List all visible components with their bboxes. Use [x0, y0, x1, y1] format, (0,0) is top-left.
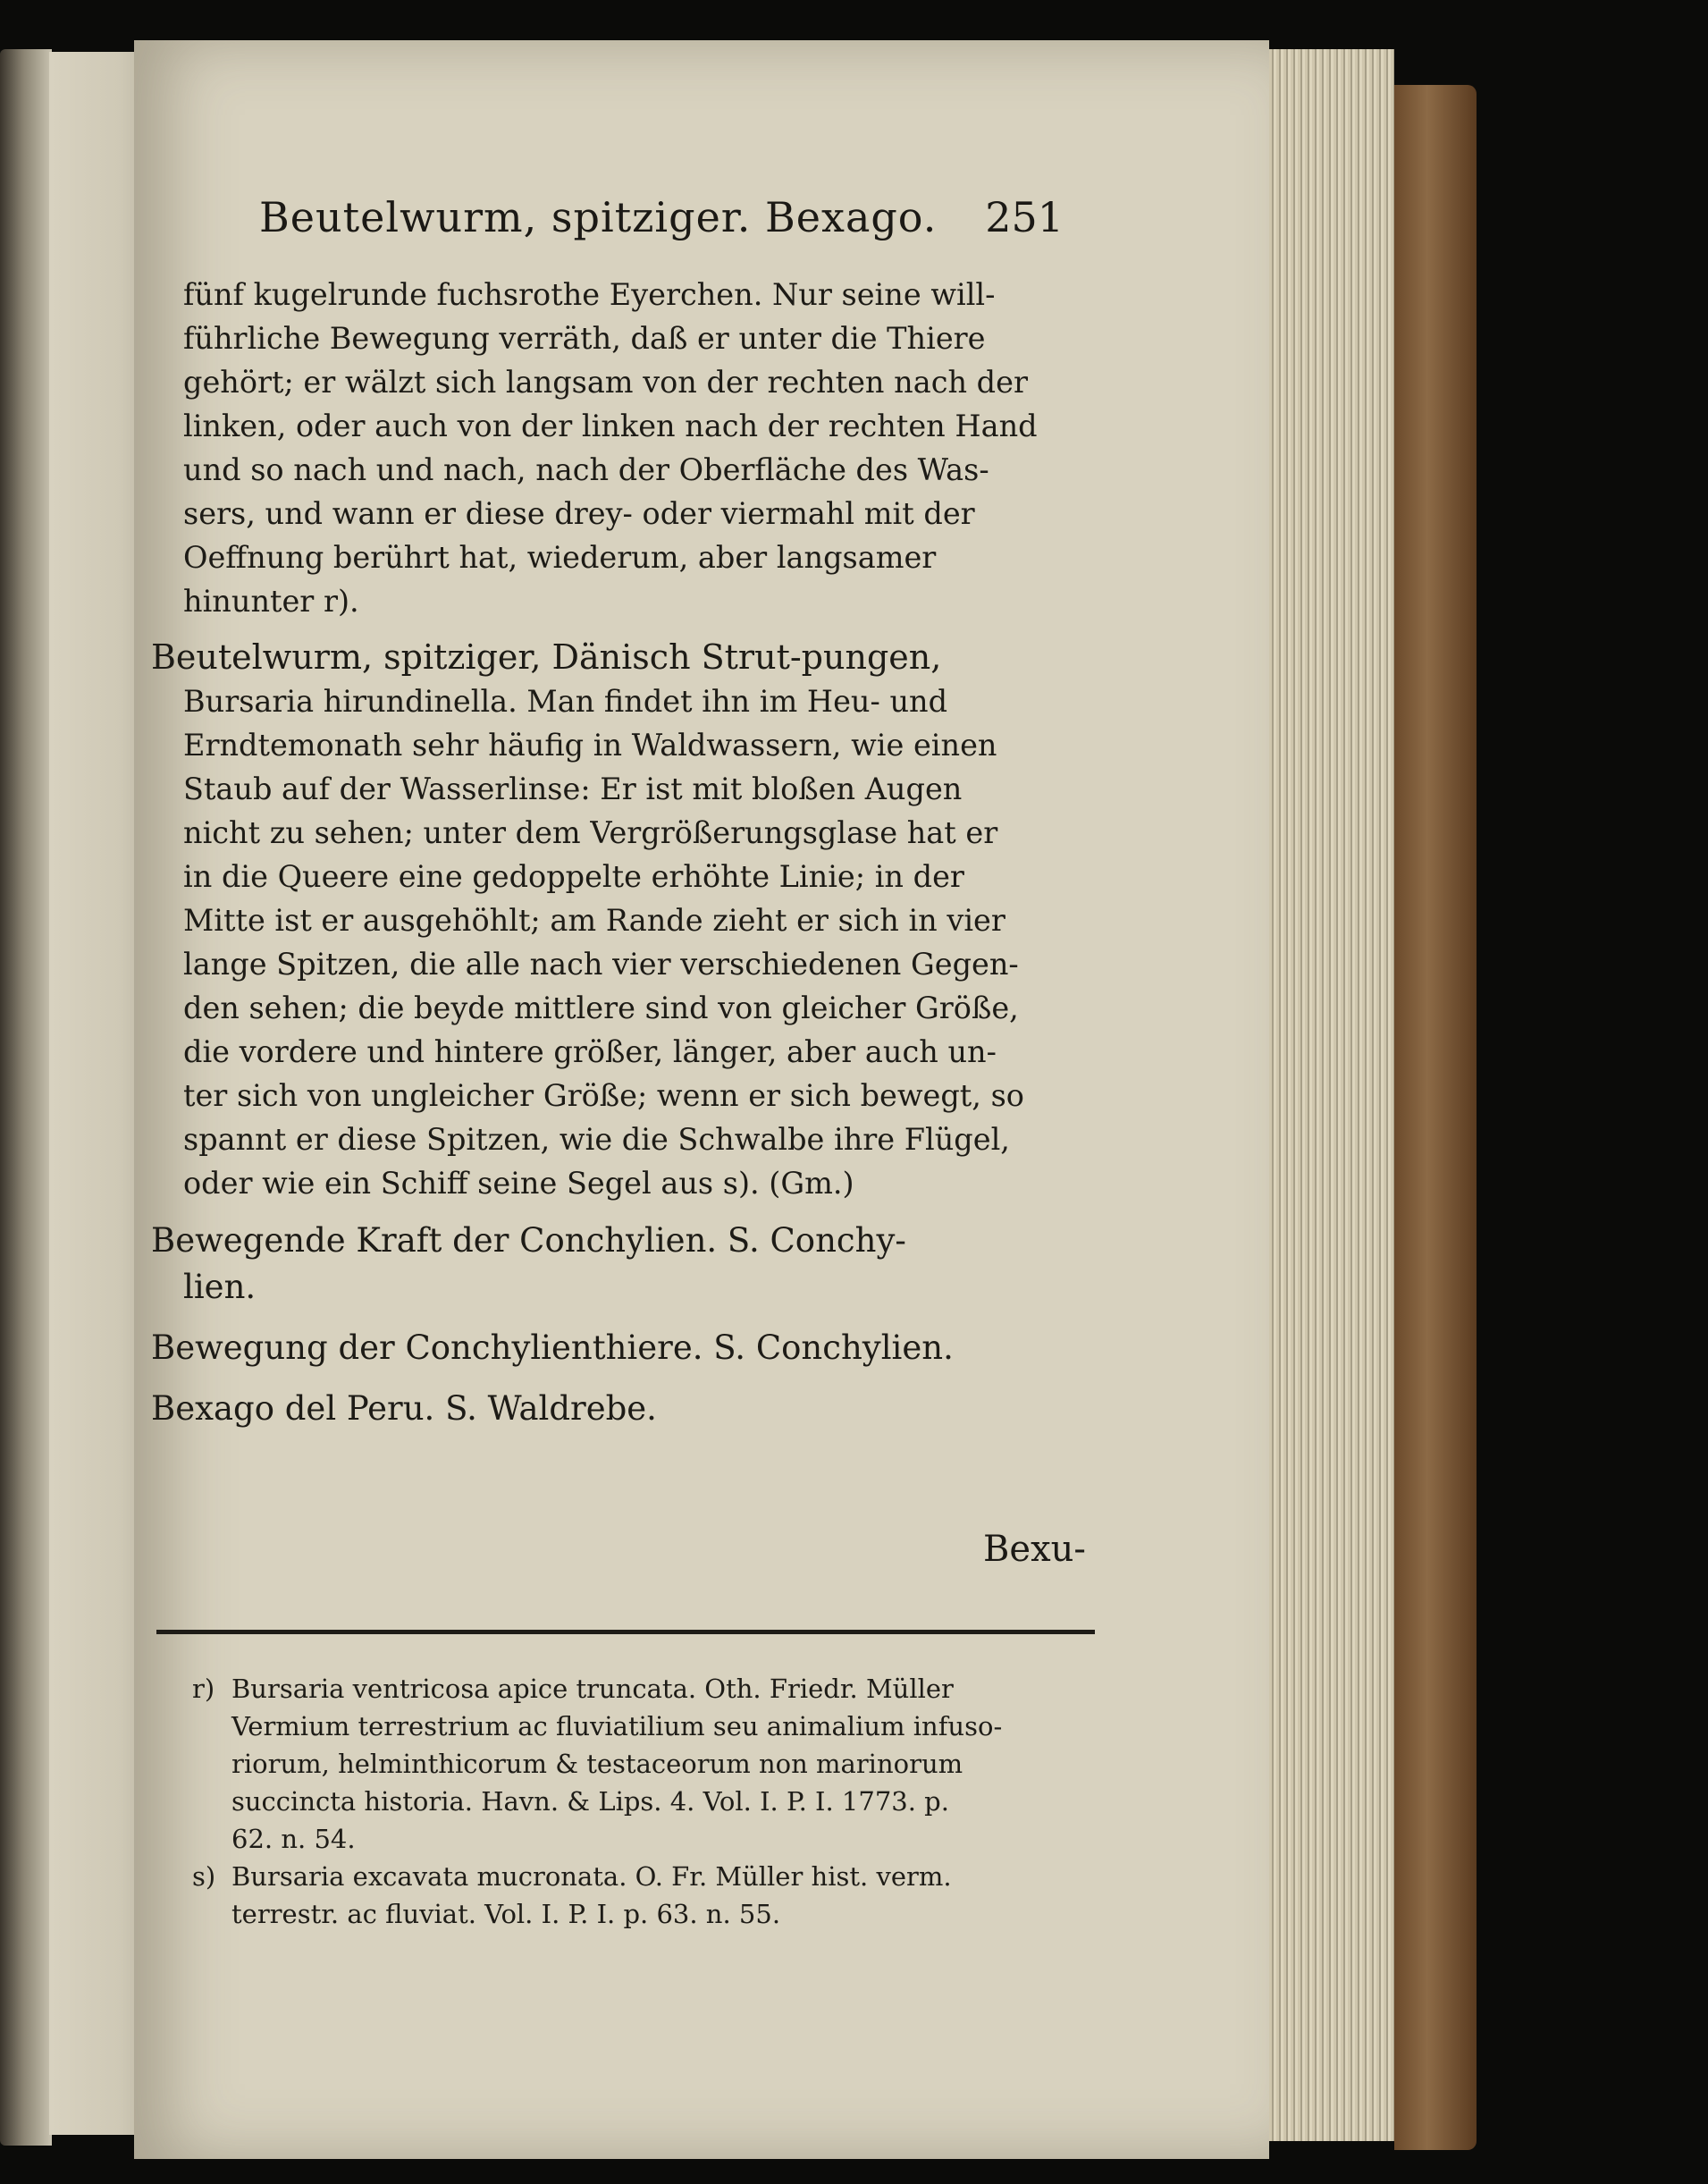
previous-page-edge [0, 49, 52, 2146]
text-line: Mitte ist er ausgehöhlt; am Rande zieht er sich in vier [183, 903, 1005, 938]
entry-headline: Beutelwurm, spitziger, Dänisch Strut-pungen, [151, 637, 942, 677]
text-line: sers, und wann er diese drey- oder viermahl mit der [183, 496, 975, 531]
cross-reference-entry [151, 1325, 1099, 1371]
continued-paragraph [183, 273, 1099, 623]
running-header [259, 188, 1064, 250]
text-line: Staub auf der Wasserlinse: Er ist mit bloßen Augen [183, 772, 963, 806]
text-line: Erndtemonath sehr häufig in Waldwassern, wie einen [183, 728, 997, 763]
text-line: die vordere und hintere größer, länger, aber auch un- [183, 1034, 997, 1069]
footnotes [192, 1670, 1113, 1933]
footnote [192, 1670, 1113, 1858]
text-line: Vermium terrestrium ac fluviatilium seu animalium infuso- [231, 1711, 1003, 1741]
text-line: ter sich von ungleicher Größe; wenn er sich bewegt, so [183, 1078, 1024, 1113]
footnote-mark: r) [192, 1674, 215, 1704]
page-number: 251 [985, 193, 1064, 241]
footnote-mark: s) [192, 1861, 216, 1892]
text-line: oder wie ein Schiff seine Segel aus s). (Gm.) [183, 1166, 854, 1201]
text-line: fünf kugelrunde fuchsrothe Eyerchen. Nur seine will- [183, 277, 996, 312]
text-line: hinunter r). [183, 584, 359, 619]
text-line: Oeffnung berührt hat, wiederum, aber langsamer [183, 540, 937, 575]
text-line: terrestr. ac fluviat. Vol. I. P. I. p. 63. n. 55. [231, 1899, 781, 1929]
text-line: nicht zu sehen; unter dem Vergrößerungsglase hat er [183, 815, 998, 850]
text-line: linken, oder auch von der linken nach der rechten Hand [183, 409, 1038, 443]
text-line: den sehen; die beyde mittlere sind von gleicher Größe, [183, 991, 1019, 1025]
text-line: Bursaria hirundinella. Man findet ihn im Heu- und [183, 684, 948, 719]
text-line: und so nach und nach, nach der Oberfläche des Was- [183, 452, 989, 487]
text-line: Bexago del Peru. S. Waldrebe. [151, 1389, 657, 1428]
text-line: gehört; er wälzt sich langsam von der rechten nach der [183, 365, 1028, 400]
text-line: spannt er diese Spitzen, wie die Schwalbe ihre Flügel, [183, 1122, 1010, 1157]
cross-reference-entry [151, 1218, 1099, 1311]
dictionary-entry [151, 636, 1099, 1205]
page-fore-edge [1269, 49, 1394, 2141]
text-line: Bewegung der Conchylienthiere. S. Conchylien. [151, 1328, 954, 1367]
catchword: Bexu- [983, 1529, 1086, 1570]
text-line: 62. n. 54. [231, 1824, 356, 1854]
text-line: succincta historia. Havn. & Lips. 4. Vol. I. P. I. 1773. p. [231, 1786, 949, 1817]
text-line: Bursaria excavata mucronata. O. Fr. Müller hist. verm. [231, 1861, 952, 1892]
footnote [192, 1858, 1113, 1933]
page-body [151, 273, 1099, 1432]
text-line: führliche Bewegung verräth, daß er unter die Thiere [183, 321, 986, 356]
footnote-rule [156, 1630, 1095, 1634]
text-line: lien. [183, 1268, 257, 1306]
text-line: riorum, helminthicorum & testaceorum non marinorum [231, 1749, 963, 1779]
text-line: Bursaria ventricosa apice truncata. Oth. Friedr. Müller [231, 1674, 954, 1704]
text-line: lange Spitzen, die alle nach vier verschiedenen Gegen- [183, 947, 1019, 982]
header-title: Beutelwurm, spitziger. Bexago. [259, 193, 938, 241]
text-line: in die Queere eine gedoppelte erhöhte Linie; in der [183, 859, 964, 894]
text-line: Bewegende Kraft der Conchylien. S. Conchy- [151, 1221, 906, 1260]
cross-reference-entry [151, 1386, 1099, 1432]
book-cover-edge [1394, 85, 1477, 2150]
